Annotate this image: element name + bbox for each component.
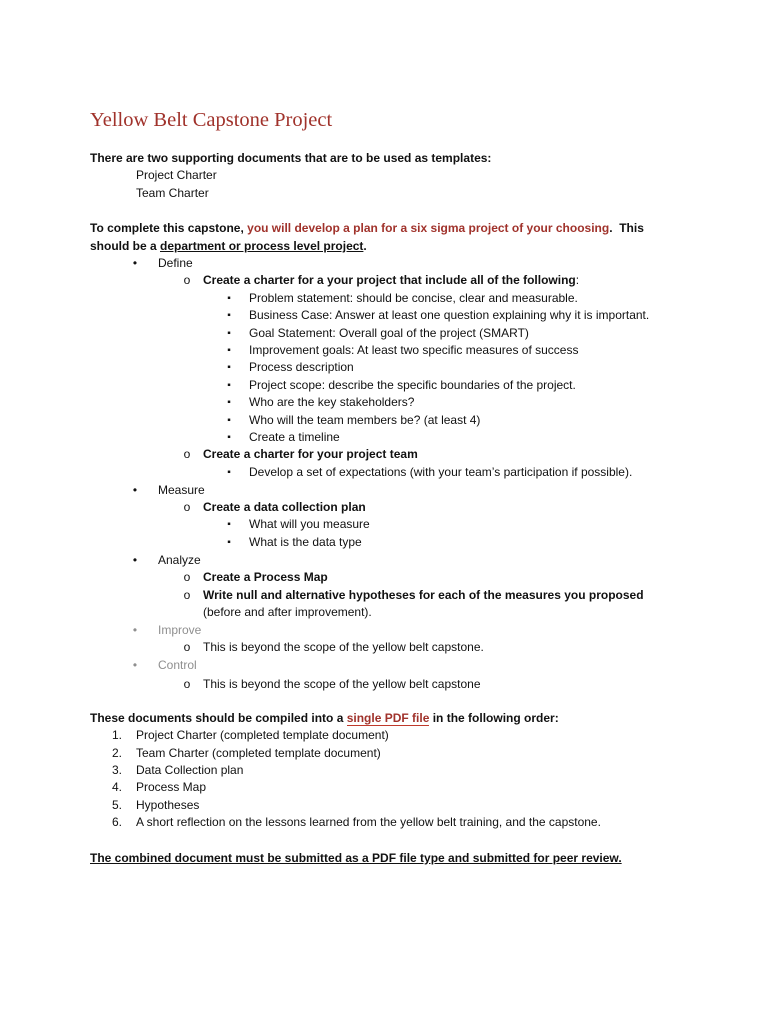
analyze-task-2-cont: (before and after improvement). <box>203 605 372 619</box>
define-item: Who are the key stakeholders? <box>249 395 415 409</box>
disc-bullet: • <box>132 256 138 270</box>
measure-item: What will you measure <box>249 517 370 531</box>
define-task-1-text: Create a charter for a your project that include all of the following <box>203 273 576 287</box>
compile-heading <box>90 710 559 727</box>
capstone-highlight: you will develop a plan for a six sigma project of your choosing <box>247 221 610 235</box>
list-number: 5. <box>111 798 122 812</box>
define-task-2: Create a charter for your project team <box>203 447 418 461</box>
disc-bullet: • <box>132 483 138 497</box>
define-item: Improvement goals: At least two specific measures of success <box>249 343 579 357</box>
square-bullet: ▪ <box>227 380 231 391</box>
template-item: Project Charter <box>136 168 217 182</box>
capstone-line2-underlined: department or process level project <box>160 239 364 253</box>
disc-bullet: • <box>132 553 138 567</box>
square-bullet: ▪ <box>227 415 231 426</box>
square-bullet: ▪ <box>227 362 231 373</box>
compile-item: A short reflection on the lessons learned from the yellow belt training, and the capstone. <box>136 815 601 829</box>
phase-measure: Measure <box>158 483 205 497</box>
capstone-line2-lead: should be a <box>90 239 161 253</box>
define-item: Goal Statement: Overall goal of the project (SMART) <box>249 326 529 340</box>
disc-bullet: • <box>132 623 138 637</box>
phase-analyze: Analyze <box>158 553 201 567</box>
compile-item: Project Charter (completed template document) <box>136 728 389 742</box>
capstone-tail: This <box>612 221 644 235</box>
measure-item: What is the data type <box>249 535 362 549</box>
list-number: 1. <box>111 728 122 742</box>
capstone-line-2 <box>90 238 367 255</box>
define-item: Create a timeline <box>249 430 340 444</box>
circle-bullet: o <box>183 447 191 461</box>
compile-item: Data Collection plan <box>136 763 244 777</box>
list-number: 4. <box>111 780 122 794</box>
define-item: Project scope: describe the specific boundaries of the project. <box>249 378 576 392</box>
square-bullet: ▪ <box>227 328 231 339</box>
capstone-lead: To complete this capstone, <box>90 221 248 235</box>
template-item: Team Charter <box>136 186 209 200</box>
define-item: Business Case: Answer at least one question explaining why it is important. <box>249 308 650 322</box>
document-title: Yellow Belt Capstone Project <box>90 109 333 131</box>
square-bullet: ▪ <box>227 345 231 356</box>
square-bullet: ▪ <box>227 293 231 304</box>
compile-item: Team Charter (completed template document) <box>136 746 381 760</box>
square-bullet: ▪ <box>227 537 231 548</box>
compile-item: Process Map <box>136 780 207 794</box>
analyze-task-2: Write null and alternative hypotheses for each of the measures you proposed <box>203 588 644 602</box>
square-bullet: ▪ <box>227 310 231 321</box>
phase-control: Control <box>158 658 197 672</box>
final-note: The combined document must be submitted as a PDF file type and submitted for peer review. <box>90 851 622 865</box>
circle-bullet: o <box>183 273 191 287</box>
measure-task: Create a data collection plan <box>203 500 366 514</box>
capstone-line-1 <box>90 220 644 237</box>
define-task-1 <box>203 272 579 289</box>
circle-bullet: o <box>183 570 191 584</box>
control-note: This is beyond the scope of the yellow belt capstone <box>203 677 481 691</box>
square-bullet: ▪ <box>227 519 231 530</box>
intro-heading: There are two supporting documents that are to be used as templates: <box>90 151 492 165</box>
list-number: 6. <box>111 815 122 829</box>
disc-bullet: • <box>132 658 138 672</box>
phase-improve: Improve <box>158 623 202 637</box>
define-task-1-colon: : <box>575 273 580 287</box>
circle-bullet: o <box>183 588 191 602</box>
compile-highlight: single PDF file <box>346 711 430 725</box>
phase-define: Define <box>158 256 193 270</box>
capstone-line2-end: . <box>363 239 367 253</box>
compile-lead: These documents should be compiled into a <box>90 711 347 725</box>
circle-bullet: o <box>183 500 191 514</box>
analyze-task-1: Create a Process Map <box>203 570 328 584</box>
define-task-2-item: Develop a set of expectations (with your team’s participation if possible). <box>249 465 633 479</box>
define-item: Who will the team members be? (at least 4) <box>249 413 481 427</box>
define-item: Problem statement: should be concise, clear and measurable. <box>249 291 578 305</box>
compile-tail: in the following order: <box>429 711 559 725</box>
circle-bullet: o <box>183 677 191 691</box>
square-bullet: ▪ <box>227 467 231 478</box>
square-bullet: ▪ <box>227 432 231 443</box>
improve-note: This is beyond the scope of the yellow belt capstone. <box>203 640 484 654</box>
list-number: 2. <box>111 746 122 760</box>
capstone-period: . <box>609 221 613 235</box>
square-bullet: ▪ <box>227 397 231 408</box>
list-number: 3. <box>111 763 122 777</box>
circle-bullet: o <box>183 640 191 654</box>
define-item: Process description <box>249 360 354 374</box>
compile-item: Hypotheses <box>136 798 200 812</box>
